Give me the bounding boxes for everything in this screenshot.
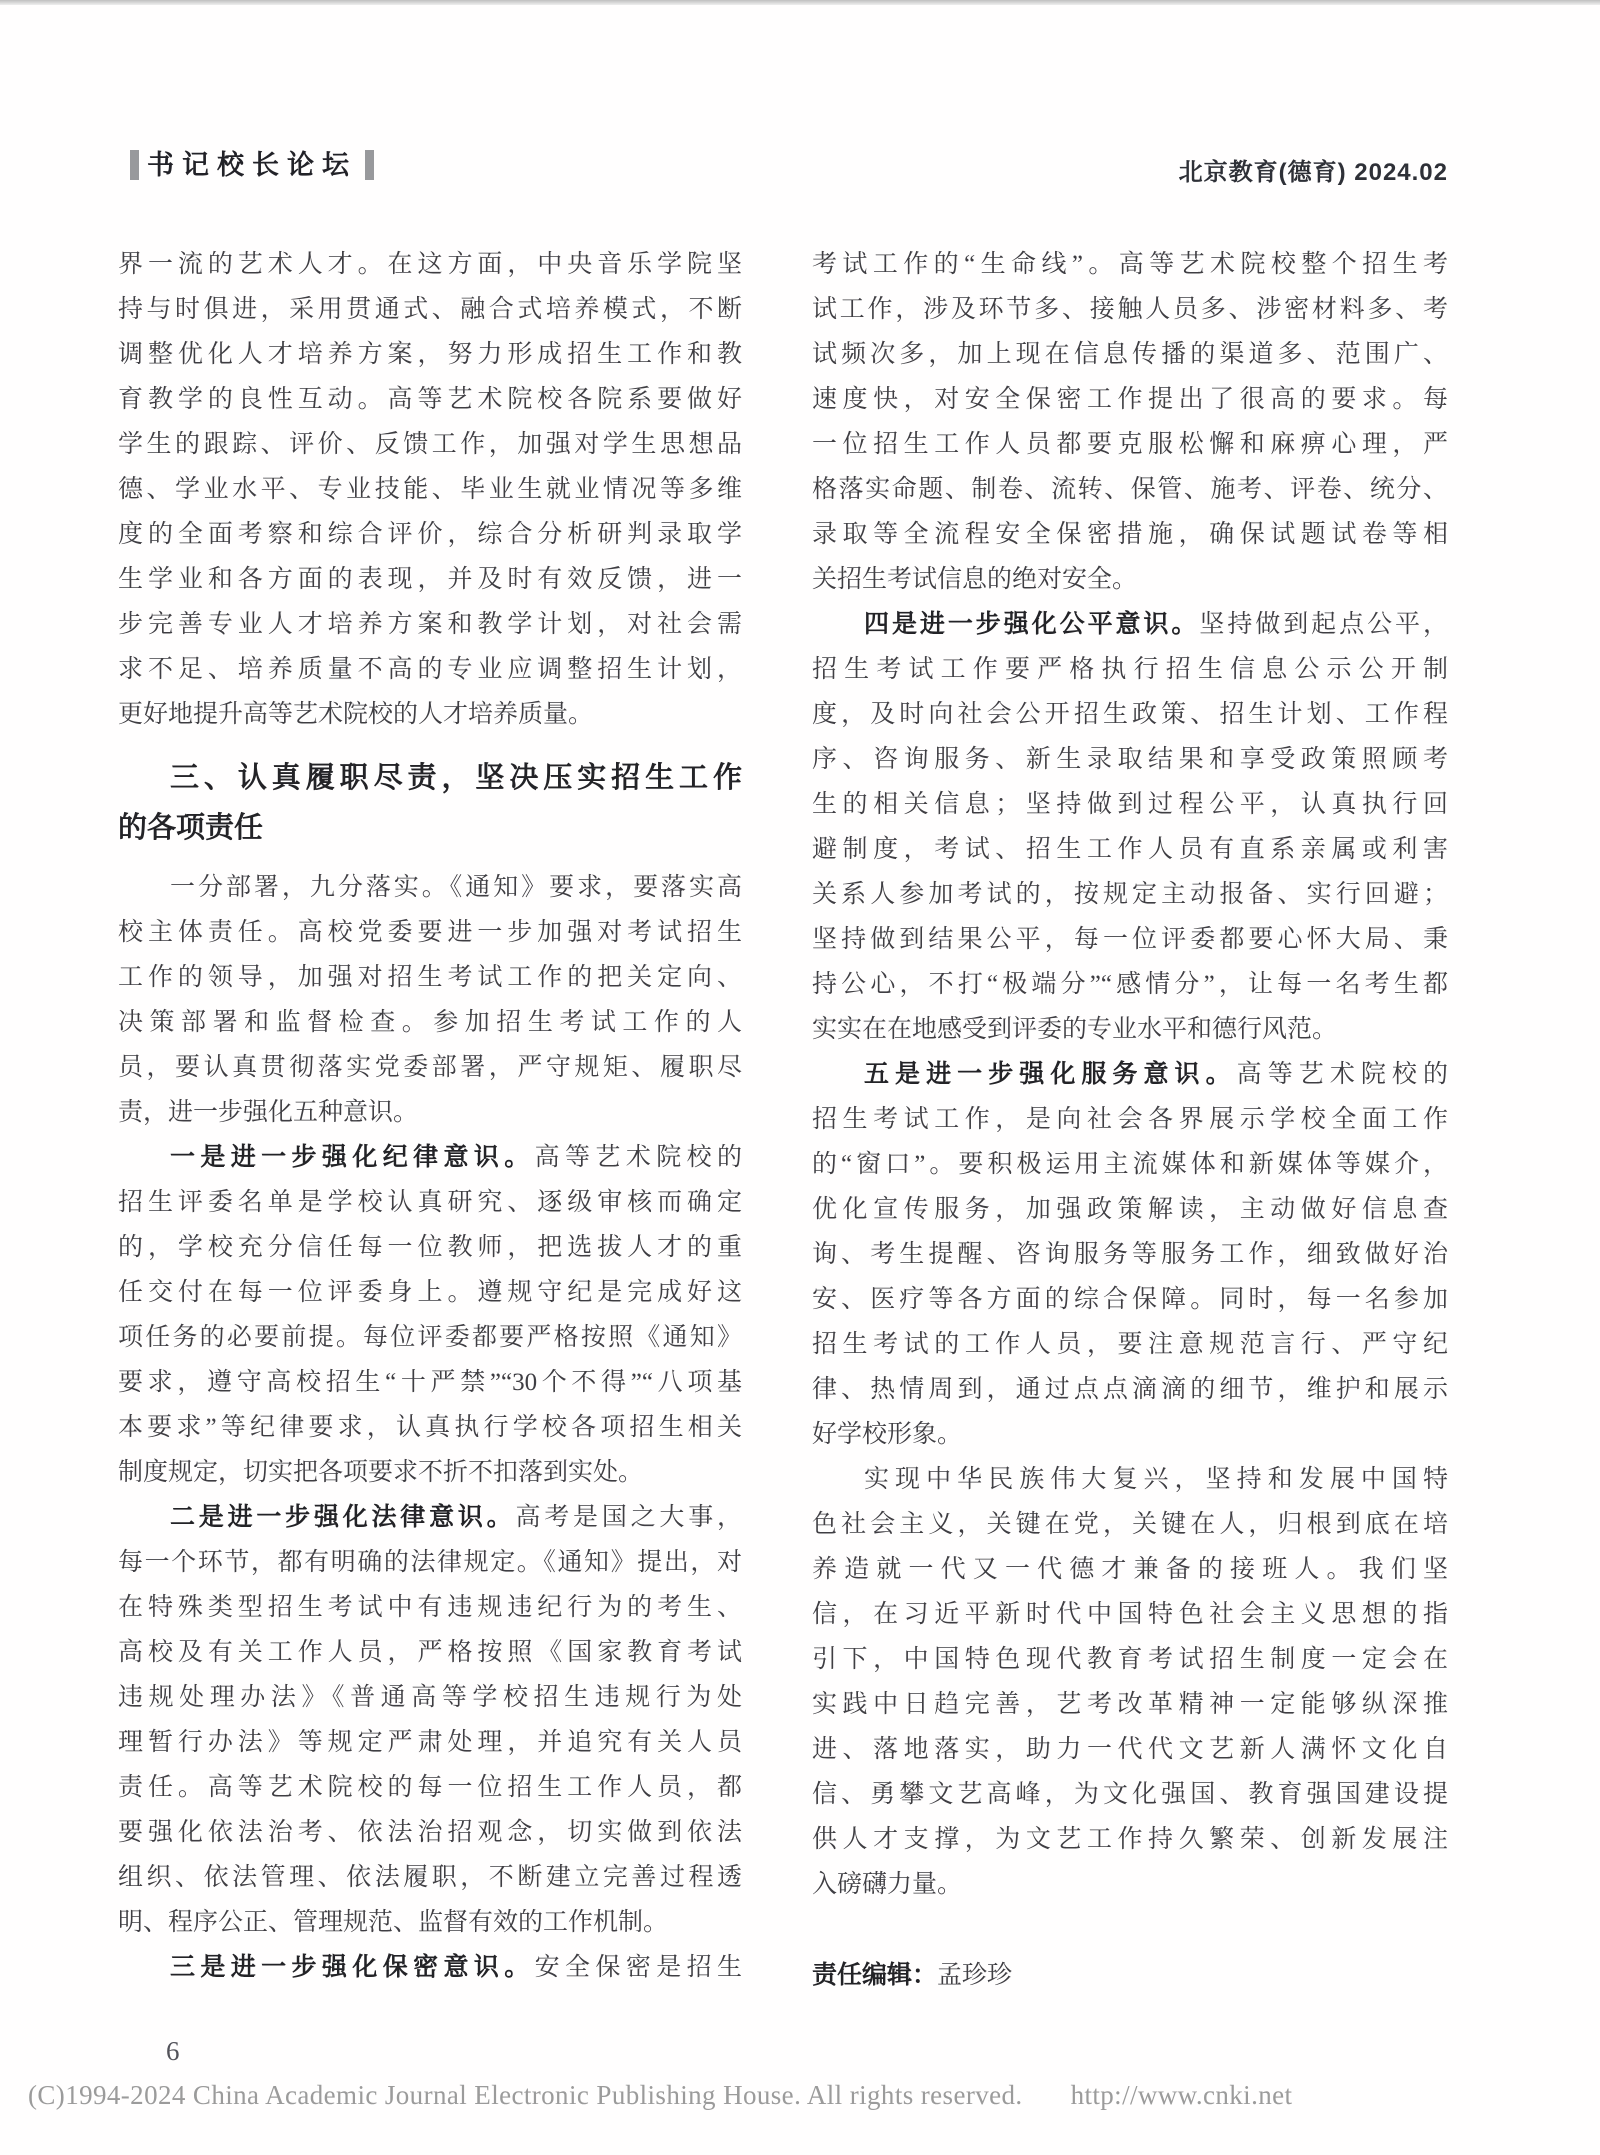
text-run: 育教学的良性互动。高等艺术院校各院系要做好 [118, 386, 742, 413]
text-run: 高校及有关工作人员，严格按照《国家教育考试 [118, 1639, 742, 1666]
body-text-line [118, 1180, 742, 1225]
body-text-line [812, 1367, 1448, 1412]
body-text-line [812, 1502, 1448, 1547]
body-text-line [812, 1457, 1448, 1502]
paragraph-gap [812, 1907, 1448, 1953]
body-text-line [812, 872, 1448, 917]
text-run: 引下，中国特色现代教育考试招生制度一定会在 [812, 1646, 1448, 1673]
text-run: 要强化依法治考、依法治招观念，切实做到依法 [118, 1819, 742, 1846]
body-text-line [118, 1630, 742, 1675]
text-run: 关招生考试信息的绝对安全。 [812, 566, 1138, 593]
body-text-line [812, 1142, 1448, 1187]
body-text-line [812, 1547, 1448, 1592]
text-run: 询、考生提醒、咨询服务等服务工作，细致做好治 [812, 1241, 1448, 1268]
text-run: 步完善专业人才培养方案和教学计划，对社会需 [118, 611, 742, 638]
bold-text-run: 一是进一步强化纪律意识。 [170, 1144, 535, 1171]
text-run: 优化宣传服务，加强政策解读，主动做好信息查 [812, 1196, 1448, 1223]
footer-url: http://www.cnki.net [1070, 2080, 1293, 2110]
body-text-line [812, 1232, 1448, 1277]
body-text-line [812, 1862, 1448, 1907]
body-text-line [118, 287, 742, 332]
text-run: 本要求”等纪律要求，认真执行学校各项招生相关 [118, 1414, 742, 1441]
text-run: 高等艺术院校的 [1236, 1061, 1448, 1088]
text-run: 理暂行办法》等规定严肃处理，并追究有关人员 [118, 1729, 742, 1756]
body-text-line [118, 1090, 742, 1135]
body-text-line [812, 692, 1448, 737]
text-run: 项任务的必要前提。每位评委都要严格按照《通知》 [118, 1324, 742, 1351]
text-run: 供人才支撑，为文艺工作持久繁荣、创新发展注 [812, 1826, 1448, 1853]
text-run: 工作的领导，加强对招生考试工作的把关定向、 [118, 964, 742, 991]
body-text-line [118, 1855, 742, 1900]
body-text-line [812, 1097, 1448, 1142]
text-run: 考试工作的“生命线”。高等艺术院校整个招生考 [812, 251, 1448, 278]
text-run: 色社会主义，关键在党，关键在人，归根到底在培 [812, 1511, 1448, 1538]
bold-text-run: 二是进一步强化法律意识。 [170, 1504, 516, 1531]
body-text-line [118, 1675, 742, 1720]
body-text-line [118, 1540, 742, 1585]
body-text-line [118, 602, 742, 647]
body-text-line [812, 1592, 1448, 1637]
text-run: 组织、依法管理、依法履职，不断建立完善过程透 [118, 1864, 742, 1891]
bold-text-run: 三是进一步强化保密意识。 [170, 1954, 535, 1981]
body-text-line [118, 377, 742, 422]
bold-text-run: 五是进一步强化服务意识。 [864, 1061, 1237, 1088]
body-text-line [812, 1322, 1448, 1367]
body-text-line [812, 1682, 1448, 1727]
body-text-line [812, 1953, 1448, 1998]
bold-text-run: 四是进一步强化公平意识。 [864, 611, 1200, 638]
text-run: 进、落地落实，助力一代代文艺新人满怀文化自 [812, 1736, 1448, 1763]
text-run: 避制度，考试、招生工作人员有直系亲属或利害 [812, 836, 1448, 863]
text-run: 更好地提升高等艺术院校的人才培养质量。 [118, 701, 594, 728]
body-text-line [118, 1450, 742, 1495]
body-text-line [118, 910, 742, 955]
paragraph-gap [118, 853, 742, 865]
body-text-line [812, 242, 1448, 287]
body-text-line [812, 737, 1448, 782]
copyright-line [28, 2080, 1468, 2111]
text-run: 度，及时向社会公开招生政策、招生计划、工作程 [812, 701, 1448, 728]
body-text-line [118, 1360, 742, 1405]
text-run: 任交付在每一位评委身上。遵规守纪是完成好这 [118, 1279, 742, 1306]
body-text-line [812, 827, 1448, 872]
text-run: 招生评委名单是学校认真研究、逐级审核而确定 [118, 1189, 742, 1216]
text-run: 招生考试的工作人员，要注意规范言行、严守纪 [812, 1331, 1448, 1358]
text-run: 速度快，对安全保密工作提出了很高的要求。每 [812, 386, 1448, 413]
text-run: 律、热情周到，通过点点滴滴的细节，维护和展示 [812, 1376, 1448, 1403]
body-text-line [118, 1225, 742, 1270]
text-run: 度的全面考察和综合评价，综合分析研判录取学 [118, 521, 742, 548]
body-text-line [118, 1405, 742, 1450]
header-bar-right-icon [365, 150, 374, 180]
body-text-line [812, 467, 1448, 512]
text-run: 员，要认真贯彻落实党委部署，严守规矩、履职尽 [118, 1054, 742, 1081]
text-run: 求不足、培养质量不高的专业应调整招生计划， [118, 656, 742, 683]
body-text-line [118, 1765, 742, 1810]
text-run: 持与时俱进，采用贯通式、融合式培养模式，不断 [118, 296, 742, 323]
text-run: 试工作，涉及环节多、接触人员多、涉密材料多、考 [812, 296, 1448, 323]
body-text-line [812, 332, 1448, 377]
body-text-line [812, 1007, 1448, 1052]
body-text-line [118, 1000, 742, 1045]
text-run: 决策部署和监督检查。参加招生考试工作的人 [118, 1009, 742, 1036]
body-text-line [118, 1495, 742, 1540]
text-run: 试频次多，加上现在信息传播的渠道多、范围广、 [812, 341, 1448, 368]
body-text-line [118, 1135, 742, 1180]
body-text-line [812, 917, 1448, 962]
body-text-line [118, 467, 742, 512]
body-text-line [812, 602, 1448, 647]
bold-text-run: 三、认真履职尽责，坚决压实招生工作 [170, 762, 742, 794]
text-run: 安、医疗等各方面的综合保障。同时，每一名参加 [812, 1286, 1448, 1313]
text-run: 坚持做到结果公平，每一位评委都要心怀大局、秉 [812, 926, 1448, 953]
body-text-line [812, 647, 1448, 692]
text-run: 责任。高等艺术院校的每一位招生工作人员，都 [118, 1774, 742, 1801]
text-run: 高考是国之大事， [515, 1504, 742, 1531]
text-run: 招生考试工作，是向社会各界展示学校全面工作 [812, 1106, 1448, 1133]
text-run: 界一流的艺术人才。在这方面，中央音乐学院坚 [118, 251, 742, 278]
body-text-line [812, 962, 1448, 1007]
body-text-line [812, 1052, 1448, 1097]
text-run: 制度规定，切实把各项要求不折不扣落到实处。 [118, 1459, 644, 1486]
text-run: 坚持做到起点公平， [1199, 611, 1448, 638]
left-text-column [118, 242, 742, 1990]
text-run: 高等艺术院校的 [534, 1144, 742, 1171]
body-text-line [118, 865, 742, 910]
body-text-line [812, 1412, 1448, 1457]
body-text-line [118, 1270, 742, 1315]
body-text-line [812, 512, 1448, 557]
right-text-column [812, 242, 1448, 1998]
text-run: 持公心，不打“极端分”“感情分”，让每一名考生都 [812, 971, 1448, 998]
body-text-line [812, 1277, 1448, 1322]
header-bar-left-icon [130, 150, 139, 180]
text-run: 安全保密是招生 [534, 1954, 742, 1981]
body-text-line [118, 557, 742, 602]
text-run: 违规处理办法》《普通高等学校招生违规行为处 [118, 1684, 742, 1711]
text-run: 入磅礴力量。 [812, 1871, 963, 1898]
text-run: 调整优化人才培养方案，努力形成招生工作和教 [118, 341, 742, 368]
body-text-line [118, 1315, 742, 1360]
text-run: 信、勇攀文艺高峰，为文化强国、教育强国建设提 [812, 1781, 1448, 1808]
text-run: 明、程序公正、管理规范、监督有效的工作机制。 [118, 1909, 669, 1936]
text-run: 在特殊类型招生考试中有违规违纪行为的考生、 [118, 1594, 742, 1621]
body-text-line [118, 512, 742, 557]
text-run: 序、咨询服务、新生录取结果和享受政策照顾考 [812, 746, 1448, 773]
body-text-line [812, 1187, 1448, 1232]
text-run: 学生的跟踪、评价、反馈工作，加强对学生思想品 [118, 431, 742, 458]
body-text-line [118, 647, 742, 692]
bold-text-run: 的各项责任 [118, 812, 264, 844]
paragraph-gap [118, 737, 742, 753]
body-text-line [118, 955, 742, 1000]
body-text-line [118, 242, 742, 287]
text-run: 信，在习近平新时代中国特色社会主义思想的指 [812, 1601, 1448, 1628]
text-run: 的，学校充分信任每一位教师，把选拔人才的重 [118, 1234, 742, 1261]
body-text-line [812, 1817, 1448, 1862]
forum-title: 书记校长论坛 [147, 150, 357, 180]
text-run: 生的相关信息；坚持做到过程公平，认真执行回 [812, 791, 1448, 818]
text-run: 实践中日趋完善，艺考改革精神一定能够纵深推 [812, 1691, 1448, 1718]
text-run: 养造就一代又一代德才兼备的接班人。我们坚 [812, 1556, 1448, 1583]
body-text-line [812, 422, 1448, 467]
body-text-line [118, 422, 742, 467]
text-run: 每一个环节，都有明确的法律规定。《通知》提出，对 [118, 1549, 742, 1576]
text-run: 生学业和各方面的表现，并及时有效反馈，进一 [118, 566, 742, 593]
section-heading-line [118, 803, 742, 853]
body-text-line [812, 287, 1448, 332]
bold-text-run: 责任编辑： [812, 1962, 938, 1989]
body-text-line [118, 692, 742, 737]
forum-title-block [130, 148, 374, 182]
body-text-line [812, 377, 1448, 422]
copyright-text: (C)1994-2024 China Academic Journal Electronic Publishing House. All rights reserved. [28, 2080, 1023, 2110]
text-run: 德、学业水平、专业技能、毕业生就业情况等多维 [118, 476, 742, 503]
page-header [0, 148, 1600, 192]
text-run: 校主体责任。高校党委要进一步加强对考试招生 [118, 919, 742, 946]
text-run: 录取等全流程安全保密措施，确保试题试卷等相 [812, 521, 1448, 548]
text-run: 实现中华民族伟大复兴，坚持和发展中国特 [864, 1466, 1448, 1493]
body-text-line [118, 1585, 742, 1630]
body-text-line [118, 1720, 742, 1765]
text-run: 好学校形象。 [812, 1421, 963, 1448]
body-text-line [812, 1727, 1448, 1772]
page-number: 6 [166, 2036, 180, 2066]
body-text-line [118, 1045, 742, 1090]
text-run: 招生考试工作要严格执行招生信息公示公开制 [812, 656, 1448, 683]
text-run: 要求，遵守高校招生“十严禁”“30个不得”“八项基 [118, 1369, 742, 1396]
body-text-line [812, 1772, 1448, 1817]
body-text-line [812, 1637, 1448, 1682]
text-run: 一位招生工作人员都要克服松懈和麻痹心理，严 [812, 431, 1448, 458]
body-text-line [812, 782, 1448, 827]
text-run: 责，进一步强化五种意识。 [118, 1099, 419, 1126]
body-text-line [118, 1810, 742, 1855]
body-text-line [118, 1900, 742, 1945]
section-heading-line [118, 753, 742, 803]
text-run: 孟珍珍 [937, 1962, 1013, 1989]
journal-issue-label: 北京教育(德育) 2024.02 [1178, 159, 1448, 186]
text-run: 格落实命题、制卷、流转、保管、施考、评卷、统分、 [812, 476, 1448, 503]
text-run: 的“窗口”。要积极运用主流媒体和新媒体等媒介， [812, 1151, 1448, 1178]
body-text-line [118, 1945, 742, 1990]
body-text-line [118, 332, 742, 377]
text-run: 一分部署，九分落实。《通知》要求，要落实高 [170, 874, 742, 901]
text-run: 关系人参加考试的，按规定主动报备、实行回避； [812, 881, 1448, 908]
text-run: 实实在在地感受到评委的专业水平和德行风范。 [812, 1016, 1338, 1043]
body-text-line [812, 557, 1448, 602]
